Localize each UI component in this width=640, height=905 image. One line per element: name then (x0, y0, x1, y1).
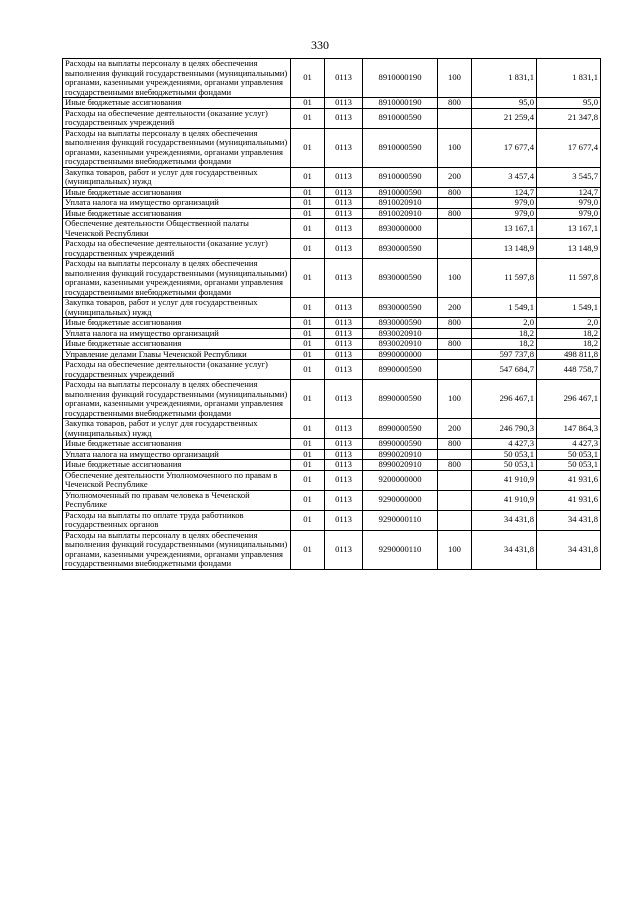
amount-year1-cell: 547 684,7 (472, 360, 537, 380)
expense-name-cell: Иные бюджетные ассигнования (63, 460, 291, 471)
table-row (63, 380, 601, 419)
expense-name-cell: Расходы на выплаты персоналу в целях обеспечения выполнения функций государственными (муниципальными) органами, казенными учреждениями, органами управления государственными внебюджетными фондами (63, 380, 291, 419)
section-code-cell: 01 (291, 470, 325, 490)
amount-year1-cell: 296 467,1 (472, 380, 537, 419)
expense-type-cell (438, 349, 472, 360)
subsection-code-cell: 0113 (325, 349, 363, 360)
target-article-cell: 8910020910 (363, 198, 438, 209)
amount-year2-cell: 296 467,1 (537, 380, 601, 419)
expense-type-cell: 200 (438, 167, 472, 187)
amount-year1-cell: 41 910,9 (472, 490, 537, 510)
amount-year2-cell: 3 545,7 (537, 167, 601, 187)
expense-name-cell: Уполномоченный по правам человека в Чеченской Республике (63, 490, 291, 510)
amount-year2-cell: 2,0 (537, 318, 601, 329)
amount-year2-cell: 21 347,8 (537, 108, 601, 128)
expense-name-cell: Расходы на обеспечение деятельности (оказание услуг) государственных учреждений (63, 360, 291, 380)
amount-year2-cell: 18,2 (537, 339, 601, 350)
amount-year1-cell: 34 431,8 (472, 530, 537, 569)
section-code-cell: 01 (291, 380, 325, 419)
expense-name-cell: Иные бюджетные ассигнования (63, 439, 291, 450)
subsection-code-cell: 0113 (325, 439, 363, 450)
amount-year2-cell: 41 931,6 (537, 490, 601, 510)
section-code-cell: 01 (291, 187, 325, 198)
expense-type-cell: 100 (438, 128, 472, 167)
table-row (63, 259, 601, 298)
target-article-cell: 8930000590 (363, 239, 438, 259)
table-row (63, 198, 601, 209)
section-code-cell: 01 (291, 490, 325, 510)
expense-type-cell: 800 (438, 460, 472, 471)
section-code-cell: 01 (291, 298, 325, 318)
budget-table-body (63, 59, 601, 570)
section-code-cell: 01 (291, 449, 325, 460)
amount-year2-cell: 979,0 (537, 198, 601, 209)
subsection-code-cell: 0113 (325, 108, 363, 128)
target-article-cell: 8990000590 (363, 380, 438, 419)
amount-year1-cell: 1 831,1 (472, 59, 537, 98)
expense-type-cell: 100 (438, 380, 472, 419)
subsection-code-cell: 0113 (325, 530, 363, 569)
budget-table (62, 58, 601, 570)
expense-name-cell: Обеспечение деятельности Общественной палаты Чеченской Республики (63, 219, 291, 239)
subsection-code-cell: 0113 (325, 328, 363, 339)
amount-year2-cell: 95,0 (537, 98, 601, 109)
table-row (63, 219, 601, 239)
target-article-cell: 9290000110 (363, 530, 438, 569)
target-article-cell: 8910000190 (363, 59, 438, 98)
subsection-code-cell: 0113 (325, 510, 363, 530)
table-row (63, 339, 601, 350)
section-code-cell: 01 (291, 98, 325, 109)
amount-year1-cell: 18,2 (472, 339, 537, 350)
target-article-cell: 8910000190 (363, 98, 438, 109)
subsection-code-cell: 0113 (325, 167, 363, 187)
target-article-cell: 9200000000 (363, 470, 438, 490)
amount-year1-cell: 979,0 (472, 198, 537, 209)
subsection-code-cell: 0113 (325, 419, 363, 439)
table-row (63, 98, 601, 109)
expense-name-cell: Расходы на выплаты персоналу в целях обеспечения выполнения функций государственными (муниципальными) органами, казенными учреждениями, органами управления государственными внебюджетными фондами (63, 259, 291, 298)
subsection-code-cell: 0113 (325, 360, 363, 380)
amount-year1-cell: 50 053,1 (472, 449, 537, 460)
subsection-code-cell: 0113 (325, 128, 363, 167)
section-code-cell: 01 (291, 530, 325, 569)
subsection-code-cell: 0113 (325, 318, 363, 329)
target-article-cell: 9290000000 (363, 490, 438, 510)
amount-year2-cell: 147 864,3 (537, 419, 601, 439)
expense-name-cell: Иные бюджетные ассигнования (63, 208, 291, 219)
target-article-cell: 8990000590 (363, 419, 438, 439)
table-row (63, 239, 601, 259)
expense-type-cell: 200 (438, 419, 472, 439)
amount-year1-cell: 11 597,8 (472, 259, 537, 298)
section-code-cell: 01 (291, 419, 325, 439)
section-code-cell: 01 (291, 439, 325, 450)
expense-type-cell (438, 470, 472, 490)
expense-name-cell: Закупка товаров, работ и услуг для государственных (муниципальных) нужд (63, 167, 291, 187)
expense-name-cell: Расходы на выплаты по оплате труда работников государственных органов (63, 510, 291, 530)
table-row (63, 59, 601, 98)
expense-name-cell: Иные бюджетные ассигнования (63, 98, 291, 109)
expense-type-cell (438, 490, 472, 510)
subsection-code-cell: 0113 (325, 59, 363, 98)
subsection-code-cell: 0113 (325, 339, 363, 350)
table-row (63, 510, 601, 530)
amount-year1-cell: 17 677,4 (472, 128, 537, 167)
section-code-cell: 01 (291, 167, 325, 187)
amount-year1-cell: 4 427,3 (472, 439, 537, 450)
subsection-code-cell: 0113 (325, 239, 363, 259)
expense-type-cell (438, 198, 472, 209)
amount-year2-cell: 13 167,1 (537, 219, 601, 239)
expense-type-cell: 800 (438, 318, 472, 329)
expense-type-cell: 100 (438, 59, 472, 98)
expense-type-cell (438, 108, 472, 128)
amount-year1-cell: 95,0 (472, 98, 537, 109)
amount-year2-cell: 1 549,1 (537, 298, 601, 318)
amount-year1-cell: 124,7 (472, 187, 537, 198)
amount-year1-cell: 979,0 (472, 208, 537, 219)
section-code-cell: 01 (291, 59, 325, 98)
amount-year2-cell: 124,7 (537, 187, 601, 198)
subsection-code-cell: 0113 (325, 198, 363, 209)
expense-name-cell: Иные бюджетные ассигнования (63, 318, 291, 329)
target-article-cell: 8930000590 (363, 259, 438, 298)
section-code-cell: 01 (291, 219, 325, 239)
subsection-code-cell: 0113 (325, 219, 363, 239)
table-row (63, 460, 601, 471)
amount-year2-cell: 11 597,8 (537, 259, 601, 298)
amount-year2-cell: 979,0 (537, 208, 601, 219)
target-article-cell: 8990000590 (363, 360, 438, 380)
expense-type-cell: 100 (438, 259, 472, 298)
expense-type-cell (438, 360, 472, 380)
section-code-cell: 01 (291, 328, 325, 339)
expense-name-cell: Расходы на выплаты персоналу в целях обеспечения выполнения функций государственными (муниципальными) органами, казенными учреждениями, органами управления государственными внебюджетными фондами (63, 530, 291, 569)
expense-type-cell (438, 239, 472, 259)
expense-type-cell: 800 (438, 98, 472, 109)
amount-year2-cell: 50 053,1 (537, 460, 601, 471)
table-row (63, 419, 601, 439)
table-row (63, 360, 601, 380)
expense-name-cell: Закупка товаров, работ и услуг для государственных (муниципальных) нужд (63, 298, 291, 318)
amount-year2-cell: 17 677,4 (537, 128, 601, 167)
target-article-cell: 8990000000 (363, 349, 438, 360)
target-article-cell: 8910000590 (363, 128, 438, 167)
amount-year2-cell: 1 831,1 (537, 59, 601, 98)
expense-name-cell: Расходы на выплаты персоналу в целях обеспечения выполнения функций государственными (муниципальными) органами, казенными учреждениями, органами управления государственными внебюджетными фондами (63, 128, 291, 167)
section-code-cell: 01 (291, 339, 325, 350)
expense-name-cell: Закупка товаров, работ и услуг для государственных (муниципальных) нужд (63, 419, 291, 439)
section-code-cell: 01 (291, 318, 325, 329)
amount-year1-cell: 246 790,3 (472, 419, 537, 439)
amount-year1-cell: 50 053,1 (472, 460, 537, 471)
section-code-cell: 01 (291, 259, 325, 298)
amount-year2-cell: 4 427,3 (537, 439, 601, 450)
expense-name-cell: Уплата налога на имущество организаций (63, 198, 291, 209)
amount-year1-cell: 597 737,8 (472, 349, 537, 360)
table-row (63, 530, 601, 569)
page-number: 330 (311, 38, 329, 52)
target-article-cell: 8910000590 (363, 167, 438, 187)
amount-year1-cell: 2,0 (472, 318, 537, 329)
subsection-code-cell: 0113 (325, 98, 363, 109)
amount-year2-cell: 34 431,8 (537, 510, 601, 530)
amount-year2-cell: 13 148,9 (537, 239, 601, 259)
expense-type-cell: 800 (438, 339, 472, 350)
expense-type-cell: 800 (438, 208, 472, 219)
amount-year1-cell: 13 167,1 (472, 219, 537, 239)
amount-year1-cell: 21 259,4 (472, 108, 537, 128)
expense-name-cell: Уплата налога на имущество организаций (63, 449, 291, 460)
subsection-code-cell: 0113 (325, 187, 363, 198)
amount-year2-cell: 50 053,1 (537, 449, 601, 460)
target-article-cell: 8930000590 (363, 298, 438, 318)
target-article-cell: 9290000110 (363, 510, 438, 530)
section-code-cell: 01 (291, 108, 325, 128)
expense-type-cell (438, 510, 472, 530)
target-article-cell: 8910020910 (363, 208, 438, 219)
table-row (63, 318, 601, 329)
table-row (63, 449, 601, 460)
table-row (63, 490, 601, 510)
subsection-code-cell: 0113 (325, 259, 363, 298)
expense-type-cell (438, 219, 472, 239)
table-row (63, 439, 601, 450)
amount-year1-cell: 18,2 (472, 328, 537, 339)
table-row (63, 128, 601, 167)
expense-name-cell: Расходы на обеспечение деятельности (оказание услуг) государственных учреждений (63, 239, 291, 259)
amount-year1-cell: 34 431,8 (472, 510, 537, 530)
subsection-code-cell: 0113 (325, 490, 363, 510)
amount-year2-cell: 448 758,7 (537, 360, 601, 380)
expense-name-cell: Управление делами Главы Чеченской Республики (63, 349, 291, 360)
amount-year1-cell: 3 457,4 (472, 167, 537, 187)
target-article-cell: 8990020910 (363, 449, 438, 460)
subsection-code-cell: 0113 (325, 460, 363, 471)
expense-name-cell: Расходы на обеспечение деятельности (оказание услуг) государственных учреждений (63, 108, 291, 128)
target-article-cell: 8930000000 (363, 219, 438, 239)
target-article-cell: 8990000590 (363, 439, 438, 450)
expense-type-cell (438, 328, 472, 339)
target-article-cell: 8930020910 (363, 328, 438, 339)
section-code-cell: 01 (291, 510, 325, 530)
subsection-code-cell: 0113 (325, 449, 363, 460)
table-row (63, 349, 601, 360)
expense-type-cell: 800 (438, 187, 472, 198)
amount-year1-cell: 1 549,1 (472, 298, 537, 318)
target-article-cell: 8990020910 (363, 460, 438, 471)
amount-year2-cell: 41 931,6 (537, 470, 601, 490)
subsection-code-cell: 0113 (325, 208, 363, 219)
amount-year2-cell: 18,2 (537, 328, 601, 339)
subsection-code-cell: 0113 (325, 380, 363, 419)
expense-name-cell: Обеспечение деятельности Уполномоченного по правам в Чеченской Республике (63, 470, 291, 490)
target-article-cell: 8910000590 (363, 187, 438, 198)
amount-year1-cell: 41 910,9 (472, 470, 537, 490)
table-row (63, 187, 601, 198)
section-code-cell: 01 (291, 460, 325, 471)
target-article-cell: 8930020910 (363, 339, 438, 350)
table-row (63, 328, 601, 339)
target-article-cell: 8930000590 (363, 318, 438, 329)
table-row (63, 167, 601, 187)
section-code-cell: 01 (291, 360, 325, 380)
subsection-code-cell: 0113 (325, 470, 363, 490)
section-code-cell: 01 (291, 208, 325, 219)
subsection-code-cell: 0113 (325, 298, 363, 318)
table-row (63, 470, 601, 490)
section-code-cell: 01 (291, 239, 325, 259)
expense-type-cell: 100 (438, 530, 472, 569)
expense-name-cell: Иные бюджетные ассигнования (63, 187, 291, 198)
table-row (63, 208, 601, 219)
section-code-cell: 01 (291, 128, 325, 167)
amount-year1-cell: 13 148,9 (472, 239, 537, 259)
table-row (63, 298, 601, 318)
expense-name-cell: Уплата налога на имущество организаций (63, 328, 291, 339)
expense-name-cell: Расходы на выплаты персоналу в целях обеспечения выполнения функций государственными (муниципальными) органами, казенными учреждениями, органами управления государственными внебюджетными фондами (63, 59, 291, 98)
section-code-cell: 01 (291, 198, 325, 209)
amount-year2-cell: 498 811,8 (537, 349, 601, 360)
target-article-cell: 8910000590 (363, 108, 438, 128)
expense-type-cell: 200 (438, 298, 472, 318)
expense-type-cell: 800 (438, 439, 472, 450)
expense-type-cell (438, 449, 472, 460)
expense-name-cell: Иные бюджетные ассигнования (63, 339, 291, 350)
section-code-cell: 01 (291, 349, 325, 360)
amount-year2-cell: 34 431,8 (537, 530, 601, 569)
table-row (63, 108, 601, 128)
